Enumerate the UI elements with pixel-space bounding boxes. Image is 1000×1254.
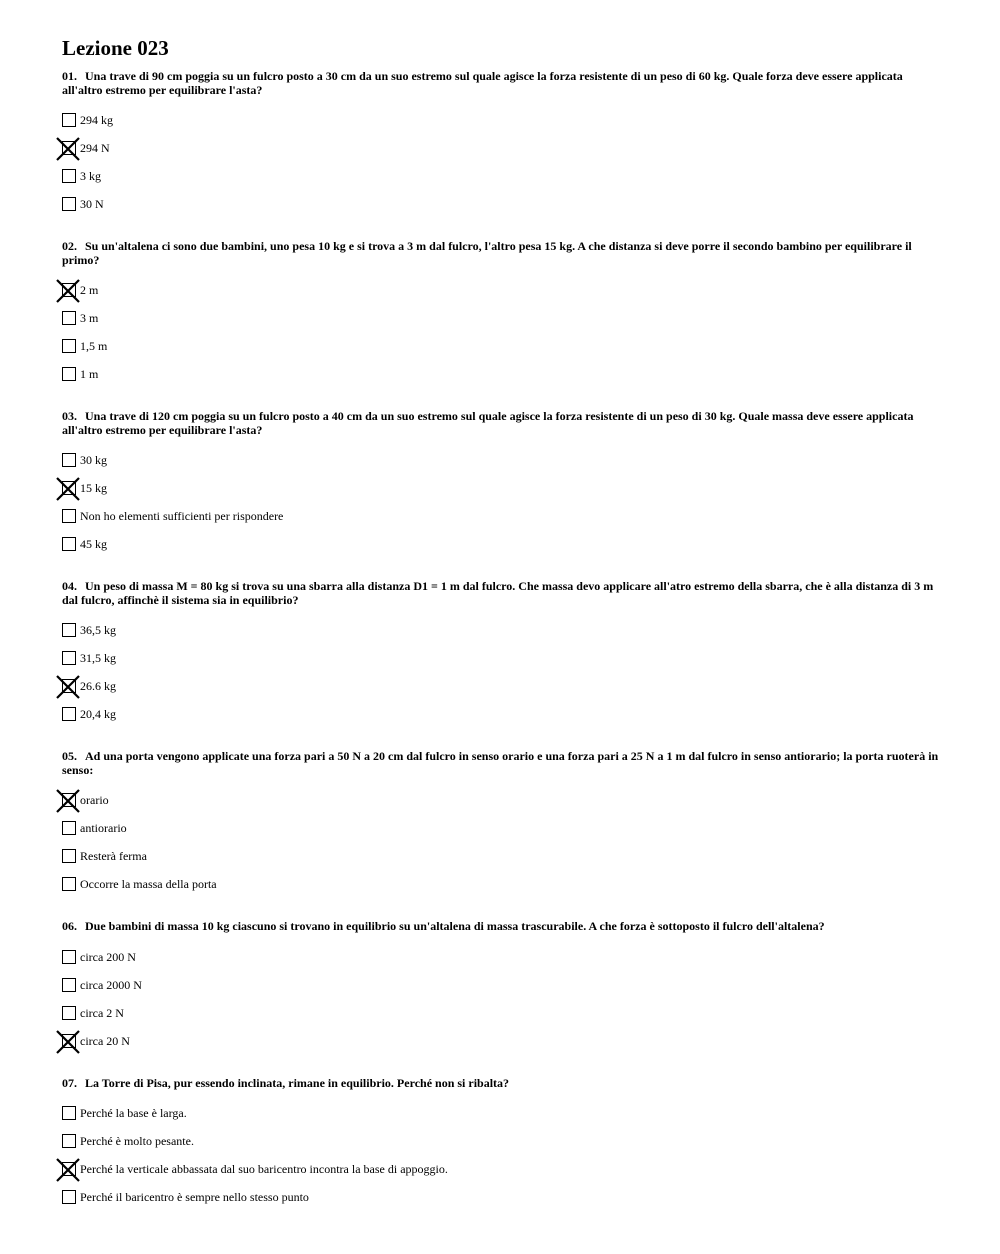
option-label: 1,5 m <box>80 339 108 353</box>
question-body: Ad una porta vengono applicate una forza pari a 50 N a 20 cm dal fulcro in senso orario e una forza pari a 25 N a 1 m dal fulcro in senso antiorario; la porta ruoterà in senso: <box>62 749 939 777</box>
question-body: Su un'altalena ci sono due bambini, uno pesa 10 kg e si trova a 3 m dal fulcro, l'altro pesa 15 kg. A che distanza si deve porre il secondo bambino per equilibrare il primo? <box>62 239 912 267</box>
checkbox[interactable] <box>62 877 76 891</box>
option-label: 36,5 kg <box>80 623 116 637</box>
answer-option[interactable] <box>62 360 942 388</box>
option-label: 45 kg <box>80 537 107 551</box>
cross-mark-icon <box>55 476 81 502</box>
question-1 <box>62 70 942 218</box>
option-label: 20,4 kg <box>80 707 116 721</box>
option-label: circa 2 N <box>80 1005 124 1020</box>
option-label: circa 20 N <box>80 1033 130 1048</box>
document-page <box>62 36 942 1233</box>
question-number: 02. <box>62 239 77 253</box>
option-label: 3 m <box>80 311 99 325</box>
question-number: 06. <box>62 919 77 933</box>
question-body: Un peso di massa M = 80 kg si trova su una sbarra alla distanza D1 = 1 m dal fulcro. Che massa devo applicare all'atro estremo della sbarra, che è alla distanza di 3 m dal fulcro, affinchè il sistema sia in equilibrio? <box>62 579 934 607</box>
checkbox[interactable] <box>62 623 76 637</box>
question-text <box>62 1077 942 1091</box>
checkbox[interactable] <box>62 283 76 297</box>
question-2 <box>62 240 942 388</box>
checkbox[interactable] <box>62 1190 76 1204</box>
answer-option[interactable] <box>62 700 942 728</box>
option-label: 1 m <box>80 367 99 381</box>
checkbox[interactable] <box>62 367 76 381</box>
answer-option[interactable] <box>62 446 942 474</box>
question-7 <box>62 1077 942 1212</box>
checkbox[interactable] <box>62 509 76 523</box>
cross-mark-icon <box>55 1029 81 1055</box>
answer-option[interactable] <box>62 502 942 530</box>
question-body: Una trave di 90 cm poggia su un fulcro posto a 30 cm da un suo estremo sul quale agisce la forza resistente di un peso di 60 kg. Quale forza deve essere applicata all'altro estremo per equilibrare l'asta? <box>62 69 903 97</box>
checkbox[interactable] <box>62 821 76 835</box>
answer-option[interactable] <box>62 842 942 870</box>
option-label: antiorario <box>80 821 127 835</box>
option-label: orario <box>80 793 109 807</box>
option-label: 294 kg <box>80 113 113 127</box>
checkbox[interactable] <box>62 1106 76 1120</box>
checkbox[interactable] <box>62 339 76 353</box>
option-label: 2 m <box>80 283 99 297</box>
question-body: Due bambini di massa 10 kg ciascuno si trovano in equilibrio su un'altalena di massa trascurabile. A che forza è sottoposto il fulcro dell'altalena? <box>85 919 825 933</box>
option-label: Resterà ferma <box>80 849 147 863</box>
checkbox[interactable] <box>62 311 76 325</box>
question-number: 01. <box>62 69 77 83</box>
option-label: Perché il baricentro è sempre nello stesso punto <box>80 1190 309 1204</box>
question-text <box>62 580 942 607</box>
checkbox[interactable] <box>62 481 76 495</box>
question-4 <box>62 580 942 728</box>
answer-option[interactable] <box>62 276 942 304</box>
option-label: 31,5 kg <box>80 651 116 665</box>
answer-option[interactable] <box>62 999 942 1027</box>
option-label: 30 N <box>80 197 104 211</box>
checkbox[interactable] <box>62 537 76 551</box>
checkbox[interactable] <box>62 1006 76 1020</box>
answer-option[interactable] <box>62 474 942 502</box>
checkbox[interactable] <box>62 707 76 721</box>
answer-option[interactable] <box>62 106 942 134</box>
answer-option[interactable] <box>62 644 942 672</box>
answer-option[interactable] <box>62 616 942 644</box>
question-text <box>62 750 942 777</box>
answer-option[interactable] <box>62 1099 942 1127</box>
question-body: La Torre di Pisa, pur essendo inclinata, rimane in equilibrio. Perché non si ribalta? <box>85 1075 510 1090</box>
question-number: 04. <box>62 579 77 593</box>
answer-option[interactable] <box>62 1183 942 1211</box>
question-number: 05. <box>62 749 77 763</box>
question-text <box>62 240 942 267</box>
checkbox[interactable] <box>62 849 76 863</box>
question-body: Una trave di 120 cm poggia su un fulcro posto a 40 cm da un suo estremo sul quale agisce la forza resistente di un peso di 30 kg. Quale massa deve essere applicata all'altro estremo per equilibrare l'asta? <box>62 409 914 437</box>
question-5 <box>62 750 942 898</box>
answer-option[interactable] <box>62 1155 942 1183</box>
checkbox[interactable] <box>62 169 76 183</box>
question-text <box>62 70 942 97</box>
cross-mark-icon <box>55 136 81 162</box>
option-label: Perché la base è larga. <box>80 1106 187 1120</box>
cross-mark-icon <box>55 674 81 700</box>
checkbox[interactable] <box>62 1034 76 1048</box>
answer-option[interactable] <box>62 1027 942 1055</box>
checkbox[interactable] <box>62 950 76 964</box>
option-label: 15 kg <box>80 481 107 495</box>
checkbox[interactable] <box>62 453 76 467</box>
question-number: 07. <box>62 1075 77 1090</box>
answer-option[interactable] <box>62 786 942 814</box>
answer-option[interactable] <box>62 162 942 190</box>
option-label: 3 kg <box>80 169 101 183</box>
option-label: Non ho elementi sufficienti per rispondere <box>80 509 284 523</box>
option-label: Perché la verticale abbassata dal suo baricentro incontra la base di appoggio. <box>80 1162 448 1176</box>
option-label: Occorre la massa della porta <box>80 877 217 891</box>
option-label: 30 kg <box>80 453 107 467</box>
cross-mark-icon <box>55 1157 81 1183</box>
checkbox[interactable] <box>62 679 76 693</box>
answer-option[interactable] <box>62 190 942 218</box>
checkbox[interactable] <box>62 113 76 127</box>
option-label: circa 2000 N <box>80 977 142 992</box>
checkbox[interactable] <box>62 793 76 807</box>
question-6 <box>62 920 942 1055</box>
checkbox[interactable] <box>62 197 76 211</box>
question-text <box>62 920 942 934</box>
answer-option[interactable] <box>62 134 942 162</box>
question-3 <box>62 410 942 558</box>
answer-option[interactable] <box>62 530 942 558</box>
answer-option[interactable] <box>62 1127 942 1155</box>
answer-option[interactable] <box>62 814 942 842</box>
option-label: 294 N <box>80 141 110 155</box>
question-number: 03. <box>62 409 77 423</box>
checkbox[interactable] <box>62 1134 76 1148</box>
answer-option[interactable] <box>62 870 942 898</box>
question-list <box>62 70 942 1211</box>
answer-option[interactable] <box>62 332 942 360</box>
checkbox[interactable] <box>62 651 76 665</box>
option-label: 26.6 kg <box>80 679 116 693</box>
cross-mark-icon <box>55 788 81 814</box>
answer-option[interactable] <box>62 304 942 332</box>
page-title: Lezione 023 <box>62 36 169 60</box>
answer-option[interactable] <box>62 672 942 700</box>
checkbox[interactable] <box>62 141 76 155</box>
option-label: circa 200 N <box>80 949 136 964</box>
checkbox[interactable] <box>62 978 76 992</box>
option-label: Perché è molto pesante. <box>80 1134 194 1148</box>
question-text <box>62 410 942 437</box>
answer-option[interactable] <box>62 943 942 971</box>
cross-mark-icon <box>55 278 81 304</box>
answer-option[interactable] <box>62 971 942 999</box>
checkbox[interactable] <box>62 1162 76 1176</box>
